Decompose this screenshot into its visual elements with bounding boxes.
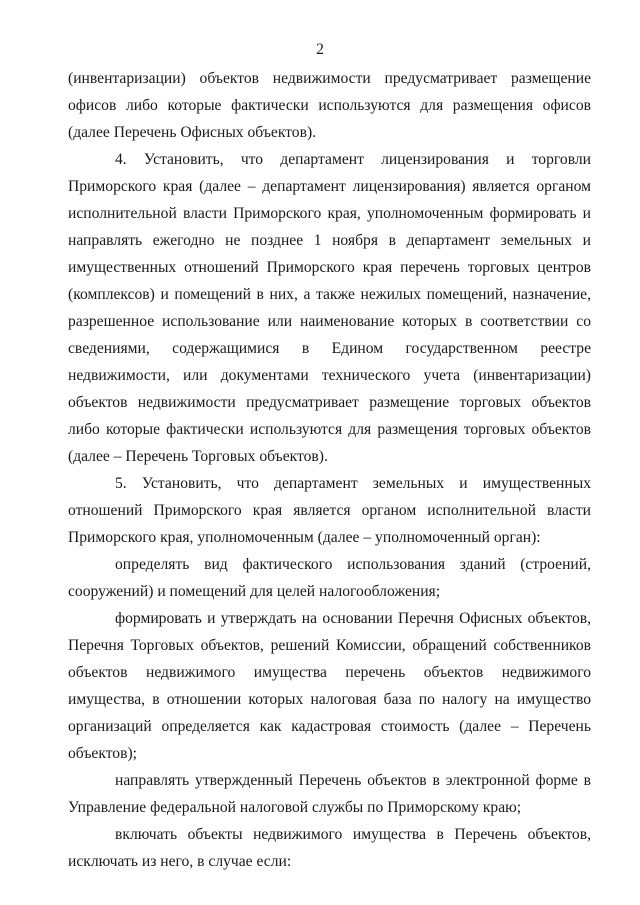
paragraph-item-5: 5. Установить, что департамент земельных и имущественных отношений Приморского края является органом исполнительной власти Приморского края, уполномоченным (далее – уполномоченный орган): xyxy=(68,475,591,546)
paragraph-send: направлять утвержденный Перечень объектов в электронной форме в Управление федеральной налоговой службы по Приморскому краю; xyxy=(68,772,591,816)
paragraph-determine: определять вид фактического использования зданий (строений, сооружений) и помещений для целей налогообложения; xyxy=(68,556,591,600)
paragraph-continuation: (инвентаризации) объектов недвижимости предусматривает размещение офисов либо которые фактически используются для размещения офисов (далее Перечень Офисных объектов). xyxy=(68,70,591,141)
page-number: 2 xyxy=(316,41,324,58)
paragraph-form-approve: формировать и утверждать на основании Перечня Офисных объектов, Перечня Торговых объектов, решений Комиссии, обращений собственников объектов недвижимого имущества перечень объектов недвижимого имущества, в отношении которых налоговая база по налогу на имущество организаций определяется как кадастровая стоимость (далее – Перечень объектов); xyxy=(68,610,591,762)
paragraph-item-4: 4. Установить, что департамент лицензирования и торговли Приморского края (далее – департамент лицензирования) является органом исполнительной власти Приморского края, уполномоченным формировать и направлять ежегодно не позднее 1 ноября в департамент земельных и имущественных отношений Приморского края перечень торговых центров (комплексов) и помещений в них, а также нежилых помещений, назначение, разрешенное использование или наименование которых в соответствии со сведениями, содержащимися в Едином государственном реестре недвижимости, или документами технического учета (инвентаризации) объектов недвижимости предусматривает размещение торговых объектов либо которые фактически используются для размещения торговых объектов (далее – Перечень Торговых объектов). xyxy=(68,151,591,465)
paragraph-include: включать объекты недвижимого имущества в Перечень объектов, исключать из него, в случае если: xyxy=(68,826,591,870)
document-body xyxy=(68,65,591,875)
